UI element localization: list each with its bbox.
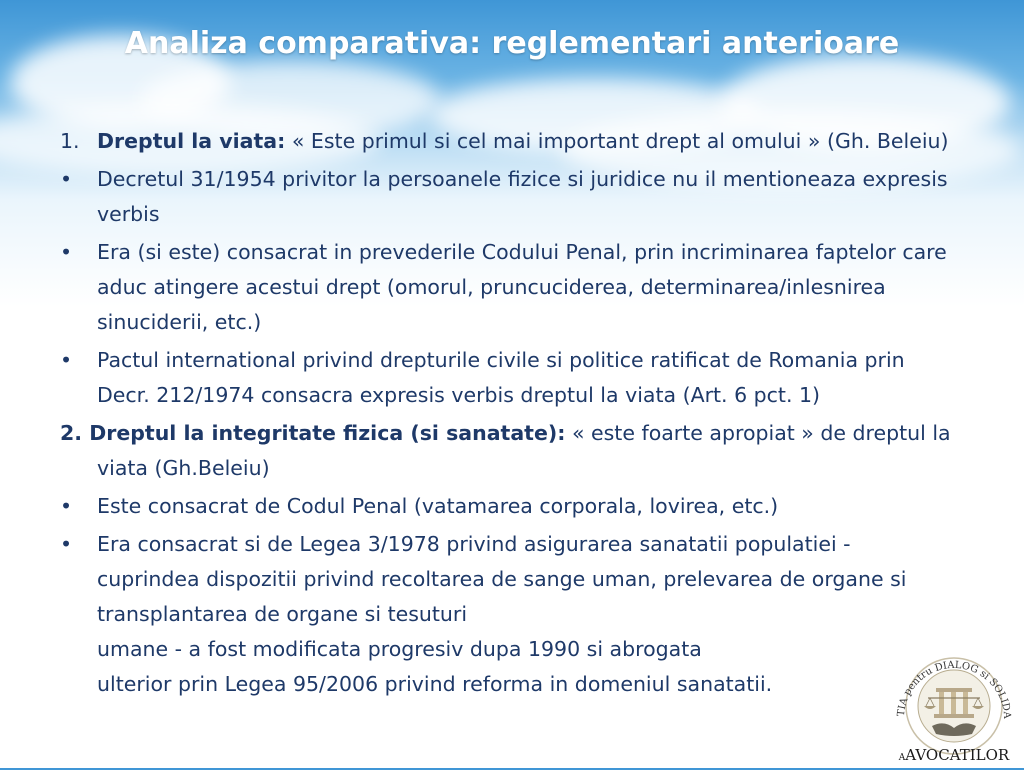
bullet-item	[60, 162, 960, 232]
bullet-text: Era consacrat si de Legea 3/1978 privind asigurarea sanatatii populatiei - cuprindea dispozitii privind recoltarea de sange uman, prelevarea de organe si transplantarea de organe si tesuturi	[97, 532, 907, 626]
bullet-text: Este consacrat de Codul Penal (vatamarea corporala, lovirea, etc.)	[97, 494, 779, 518]
item-text: « Este primul si cel mai important drept al omului » (Gh. Beleiu)	[285, 129, 949, 153]
item-heading: 2. Dreptul la integritate fizica (si sanatate):	[60, 421, 566, 445]
bullet-icon: •	[60, 532, 73, 556]
bullet-item	[60, 235, 960, 340]
bullet-icon: •	[60, 167, 73, 191]
association-logo	[886, 640, 1020, 766]
bullet-icon: •	[60, 240, 73, 264]
bullet-text: Era (si este) consacrat in prevederile Codului Penal, prin incriminarea faptelor care aduc atingere acestui drept (omorul, pruncuciderea, determinarea/inlesnirea sinuciderii, etc.)	[97, 240, 947, 334]
bullet-item	[60, 489, 960, 524]
list-item-dreptul-la-integritate	[60, 416, 960, 486]
bullet-icon: •	[60, 348, 73, 372]
bullet-text: ulterior prin Legea 95/2006 privind reforma in domeniul sanatatii.	[97, 672, 773, 696]
slide-title: Analiza comparativa: reglementari anterioare	[124, 26, 900, 61]
bullet-icon: •	[60, 494, 73, 518]
list-number: 1.	[60, 129, 80, 153]
bullet-item	[60, 527, 960, 702]
bullet-text: Decretul 31/1954 privitor la persoanele fizice si juridice nu il mentioneaza expresis verbis	[97, 167, 948, 226]
slide-content	[60, 124, 960, 705]
item-heading: Dreptul la viata:	[97, 129, 286, 153]
logo-seal-icon	[886, 640, 1020, 766]
logo-top-text: TIA pentru DIALOG si SOLIDA	[895, 659, 1013, 719]
logo-bottom-text: AAVOCATILOR	[898, 746, 1010, 764]
bullet-text: Pactul international privind drepturile civile si politice ratificat de Romania prin Decr. 212/1974 consacra expresis verbis dreptul la viata (Art. 6 pct. 1)	[97, 348, 905, 407]
list-item-dreptul-la-viata	[60, 124, 960, 159]
item-text: « este foarte apropiat » de dreptul la viata (Gh.Beleiu)	[97, 421, 951, 480]
bullet-item	[60, 343, 960, 413]
bullet-text: umane - a fost modificata progresiv dupa 1990 si abrogata	[97, 637, 702, 661]
